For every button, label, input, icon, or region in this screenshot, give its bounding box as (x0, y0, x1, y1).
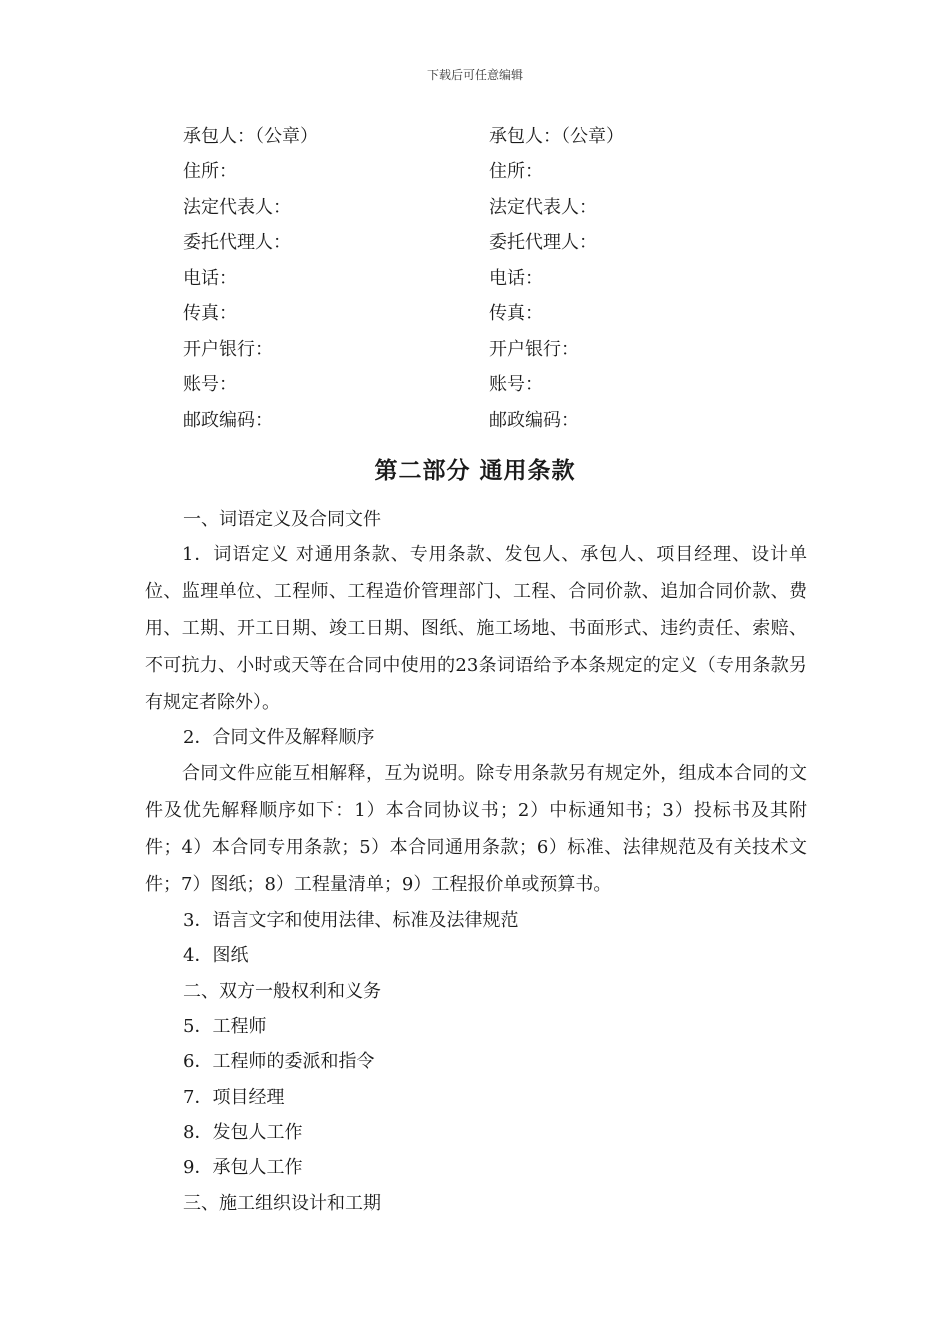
account-left: 账号： (183, 374, 237, 395)
fax-right: 传真： (489, 303, 543, 324)
item-6: 6．工程师的委派和指令 (183, 1051, 375, 1072)
contractor-seal-right: 承包人：（公章） (489, 126, 624, 147)
address-left: 住所： (183, 161, 237, 182)
phone-left: 电话： (183, 268, 237, 289)
phone-right: 电话： (489, 268, 543, 289)
item-4: 4．图纸 (183, 945, 249, 966)
section-heading-2: 二、双方一般权利和义务 (183, 981, 381, 1002)
legal-rep-left: 法定代表人： (183, 197, 291, 218)
agent-left: 委托代理人： (183, 232, 291, 253)
postcode-right: 邮政编码： (489, 410, 579, 431)
bank-right: 开户银行： (489, 339, 579, 360)
section-title: 第二部分 通用条款 (374, 458, 576, 484)
item-9: 9．承包人工作 (183, 1157, 303, 1178)
section-heading-3: 三、施工组织设计和工期 (183, 1193, 381, 1214)
bank-left: 开户银行： (183, 339, 273, 360)
paragraph-contract-documents: 合同文件应能互相解释，互为说明。除专用条款另有规定外，组成本合同的文件及优先解释顺序如下：1）本合同协议书；2）中标通知书；3）投标书及其附件；4）本合同专用条款；5）本合同通用条款；6）标准、法律规范及有关技术文件；7）图纸；8）工程量清单；9）工程报价单或预算书。 (145, 763, 807, 895)
item-2: 2．合同文件及解释顺序 (183, 727, 375, 748)
item-8: 8．发包人工作 (183, 1122, 303, 1143)
paragraph-definitions: 1．词语定义 对通用条款、专用条款、发包人、承包人、项目经理、设计单位、监理单位、工程师、工程造价管理部门、工程、合同价款、追加合同价款、费用、工期、开工日期、竣工日期、图纸、施工场地、书面形式、违约责任、索赔、不可抗力、小时或天等在合同中使用的23条词语给予本条规定的定义（专用条款另有规定者除外）。 (145, 544, 807, 713)
legal-rep-right: 法定代表人： (489, 197, 597, 218)
postcode-left: 邮政编码： (183, 410, 273, 431)
address-right: 住所： (489, 161, 543, 182)
contractor-seal-left: 承包人：（公章） (183, 126, 318, 147)
agent-right: 委托代理人： (489, 232, 597, 253)
section-heading-1: 一、词语定义及合同文件 (183, 509, 381, 530)
account-right: 账号： (489, 374, 543, 395)
page-header: 下载后可任意编辑 (426, 68, 523, 82)
fax-left: 传真： (183, 303, 237, 324)
item-5: 5．工程师 (183, 1016, 267, 1037)
item-7: 7．项目经理 (183, 1087, 285, 1108)
item-3: 3．语言文字和使用法律、标准及法律规范 (183, 910, 519, 931)
